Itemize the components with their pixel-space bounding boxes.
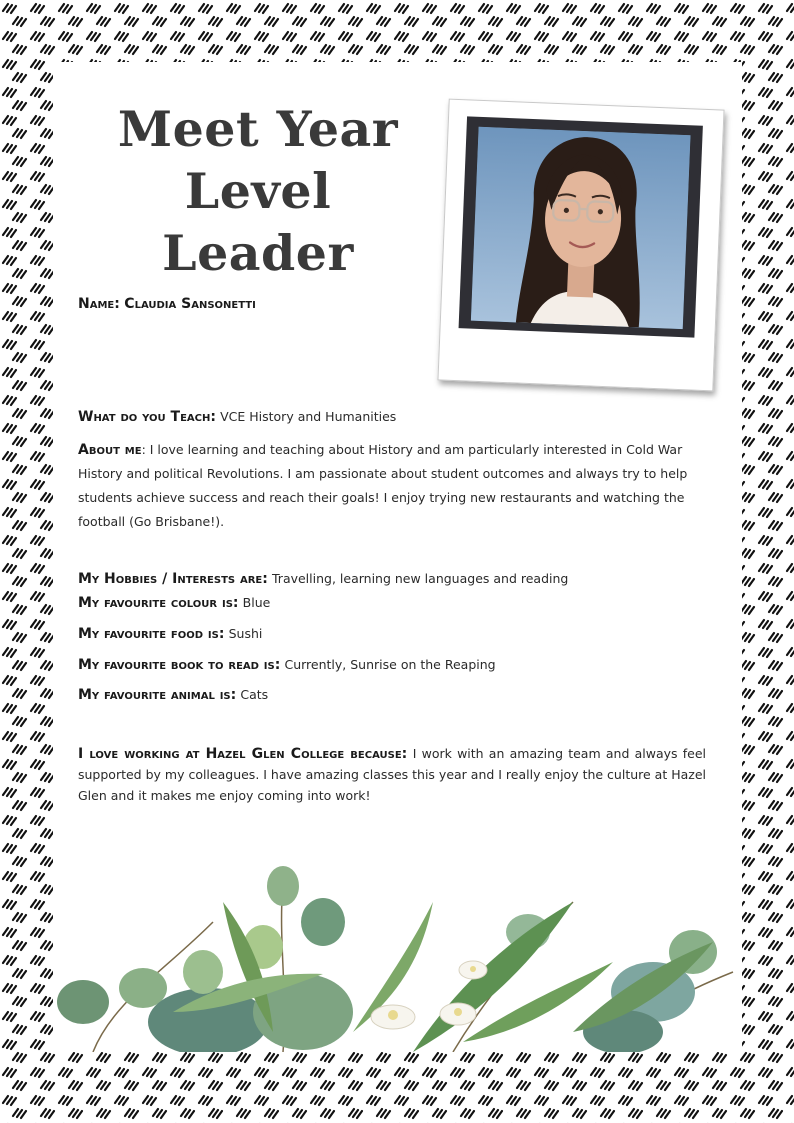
teach-value: VCE History and Humanities: [220, 409, 397, 424]
name-label: Name:: [78, 296, 120, 312]
about-paragraph: [78, 438, 706, 534]
teach-line: [78, 406, 706, 429]
polaroid-photo-card: [437, 99, 724, 392]
hobbies-value: Travelling, learning new languages and reading: [272, 571, 569, 586]
name-value: Claudia Sansonetti: [124, 296, 256, 312]
food-value: Sushi: [228, 626, 263, 641]
profile-page: [53, 62, 742, 1052]
hobbies-label: My Hobbies / Interests are:: [78, 571, 268, 587]
book-label: My favourite book to read is:: [78, 657, 281, 673]
college-label: I love working at Hazel Glen College because:: [78, 746, 408, 762]
book-value: Currently, Sunrise on the Reaping: [284, 657, 496, 672]
name-line: [78, 296, 256, 312]
portrait-photo: [471, 127, 691, 329]
title-line-2: Level Leader: [162, 162, 354, 282]
portrait-illustration: [471, 127, 691, 329]
about-label: About me: [78, 442, 142, 458]
food-line: [78, 623, 706, 646]
college-value: I work with an amazing team and always feel supported by my colleagues. I have amazing classes this year and I really enjoy the culture at Hazel Glen and it makes me enjoy coming into work!: [78, 746, 707, 803]
colour-line: [78, 592, 706, 615]
animal-line: [78, 684, 706, 707]
book-line: [78, 654, 706, 677]
about-value: : I love learning and teaching about History and am particularly interested in Cold War History and political Revolutions. I am passionate about student outcomes and always try to help students achieve success and reach their goals! I enjoy trying new restaurants and watching the football (Go Brisbane!).: [78, 442, 688, 529]
college-paragraph: [78, 744, 706, 807]
animal-value: Cats: [240, 687, 269, 702]
animal-label: My favourite animal is:: [78, 687, 237, 703]
photo-frame: [459, 116, 703, 337]
eucalyptus-foliage-decoration: [53, 862, 742, 1052]
colour-label: My favourite colour is:: [78, 595, 239, 611]
food-label: My favourite food is:: [78, 626, 225, 642]
colour-value: Blue: [242, 595, 271, 610]
page-title: [83, 98, 433, 284]
hobbies-line: [78, 568, 706, 591]
title-line-1: Meet Year: [117, 100, 399, 158]
teach-label: What do you Teach:: [78, 409, 216, 425]
